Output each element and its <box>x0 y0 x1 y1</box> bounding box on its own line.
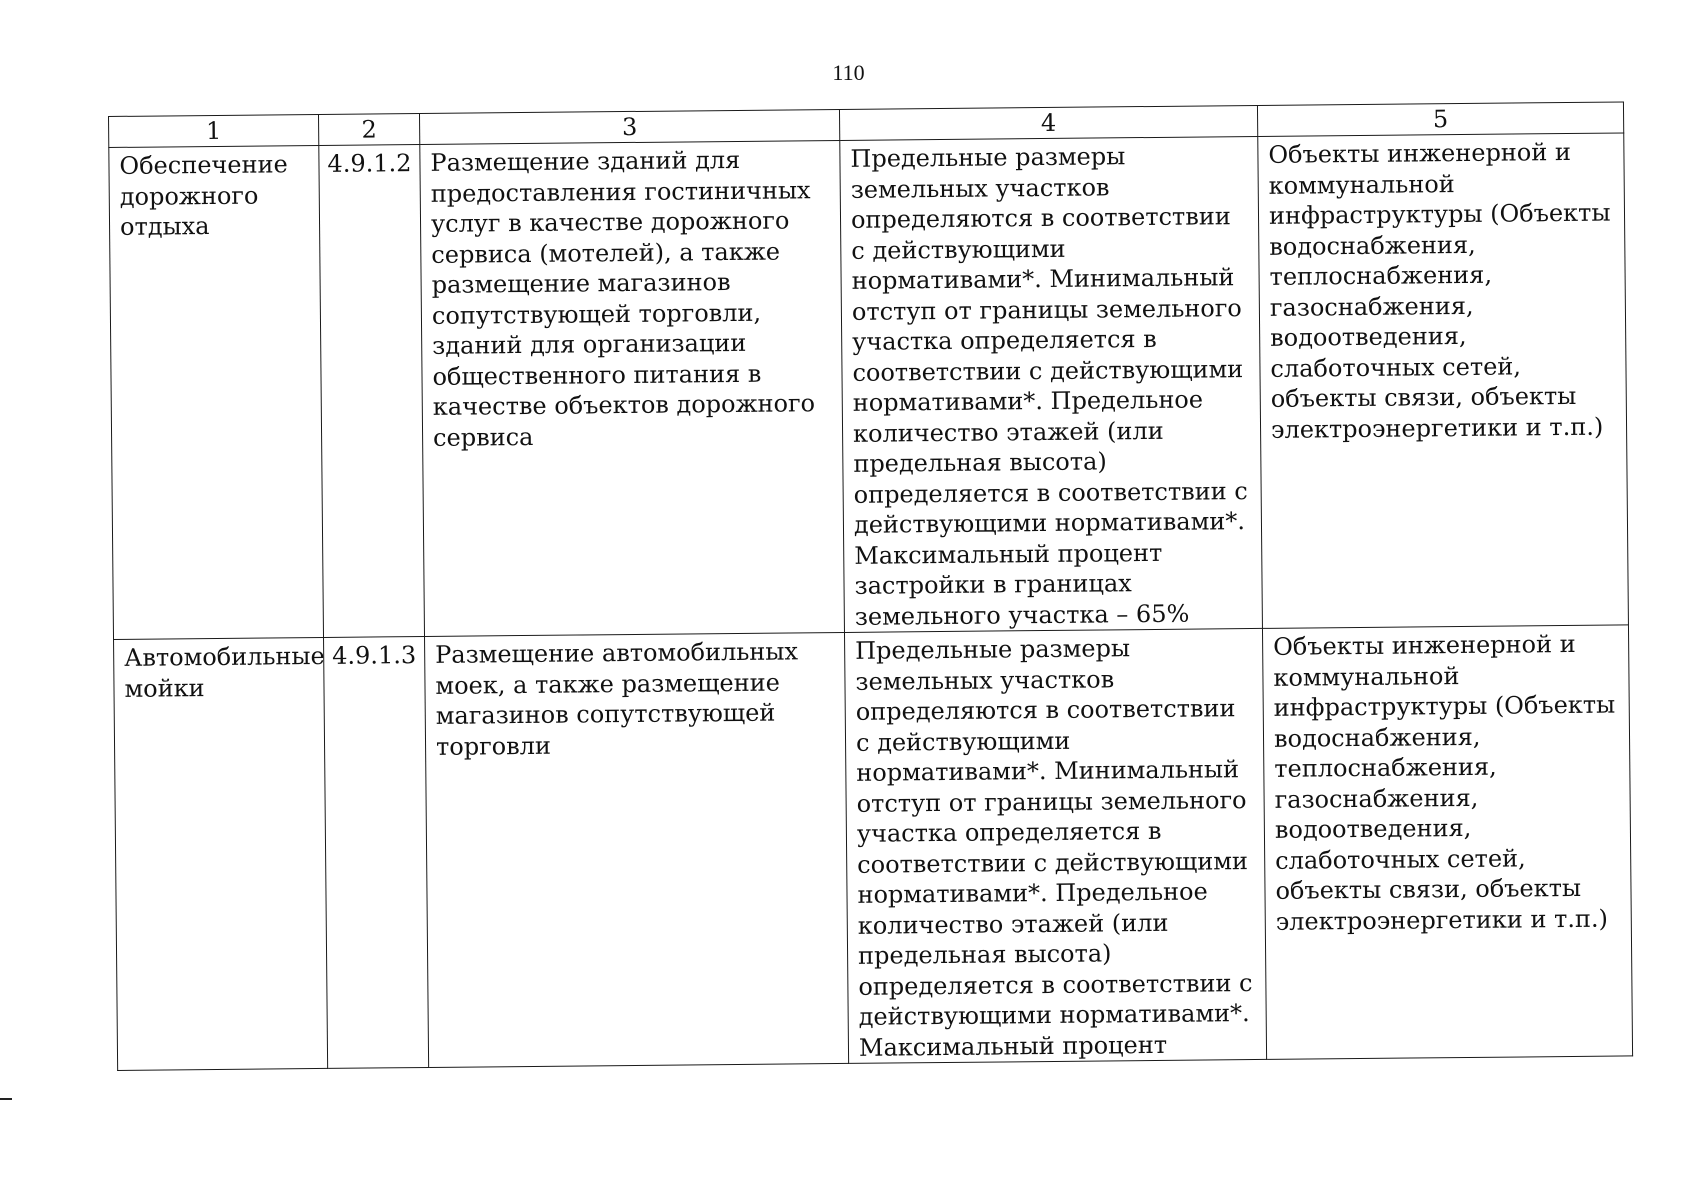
land-use-name-cell: Обеспечение дорожного отдыха <box>109 145 324 639</box>
construction-parameters-cell: Предельные размеры земельных участков определяются в соответствии с действующими нормативами*. Минимальный отступ от границы земельного участка определяется в соответствии с действующими нормативами*. Предельное количество этажей (или предельная высота) определяется в соответствии с действующими нормативами*. Максимальный процент застройки в границах земельного участка – 65% <box>840 136 1263 632</box>
land-use-description-cell: Размещение автомобильных моек, а также размещение магазинов сопутствующей торговли <box>425 632 849 1067</box>
column-header-2: 2 <box>318 114 419 146</box>
construction-parameters-cell: Предельные размеры земельных участков определяются в соответствии с действующими нормативами*. Минимальный отступ от границы земельного участка определяется в соответствии с действующими нормативами*. Предельное количество этажей (или предельная высота) определяется в соответствии с действующими нормативами*. Максимальный процент <box>844 628 1266 1063</box>
column-header-1: 1 <box>109 114 319 147</box>
regulations-table <box>108 101 1633 1071</box>
auxiliary-uses-cell: Объекты инженерной и коммунальной инфраструктуры (Объекты водоснабжения, теплоснабжения, газоснабжения, водоотведения, слаботочных сетей, объекты связи, объекты электроэнергетики и т.п.) <box>1258 133 1629 628</box>
table-row <box>114 625 1633 1071</box>
land-use-description-cell: Размещение зданий для предоставления гостиничных услуг в качестве дорожного сервиса (мотелей), а также размещение магазинов сопутствующей торговли, зданий для организации общественного питания в качестве объектов дорожного сервиса <box>420 140 845 636</box>
column-header-3: 3 <box>419 109 839 144</box>
column-header-5: 5 <box>1257 102 1623 137</box>
column-header-4: 4 <box>839 105 1257 140</box>
land-use-name-cell: Автомобильные мойки <box>114 637 328 1070</box>
land-use-code-cell: 4.9.1.3 <box>324 636 429 1068</box>
page-number: 110 <box>832 60 865 85</box>
regulations-table-wrapper <box>108 101 1632 1070</box>
auxiliary-uses-cell: Объекты инженерной и коммунальной инфраструктуры (Объекты водоснабжения, теплоснабжения, газоснабжения, водоотведения, слаботочных сетей, объекты связи, объекты электроэнергетики и т.п.) <box>1262 625 1632 1059</box>
table-row <box>109 133 1629 640</box>
land-use-code-cell: 4.9.1.2 <box>319 145 425 638</box>
margin-mark <box>0 1098 12 1100</box>
